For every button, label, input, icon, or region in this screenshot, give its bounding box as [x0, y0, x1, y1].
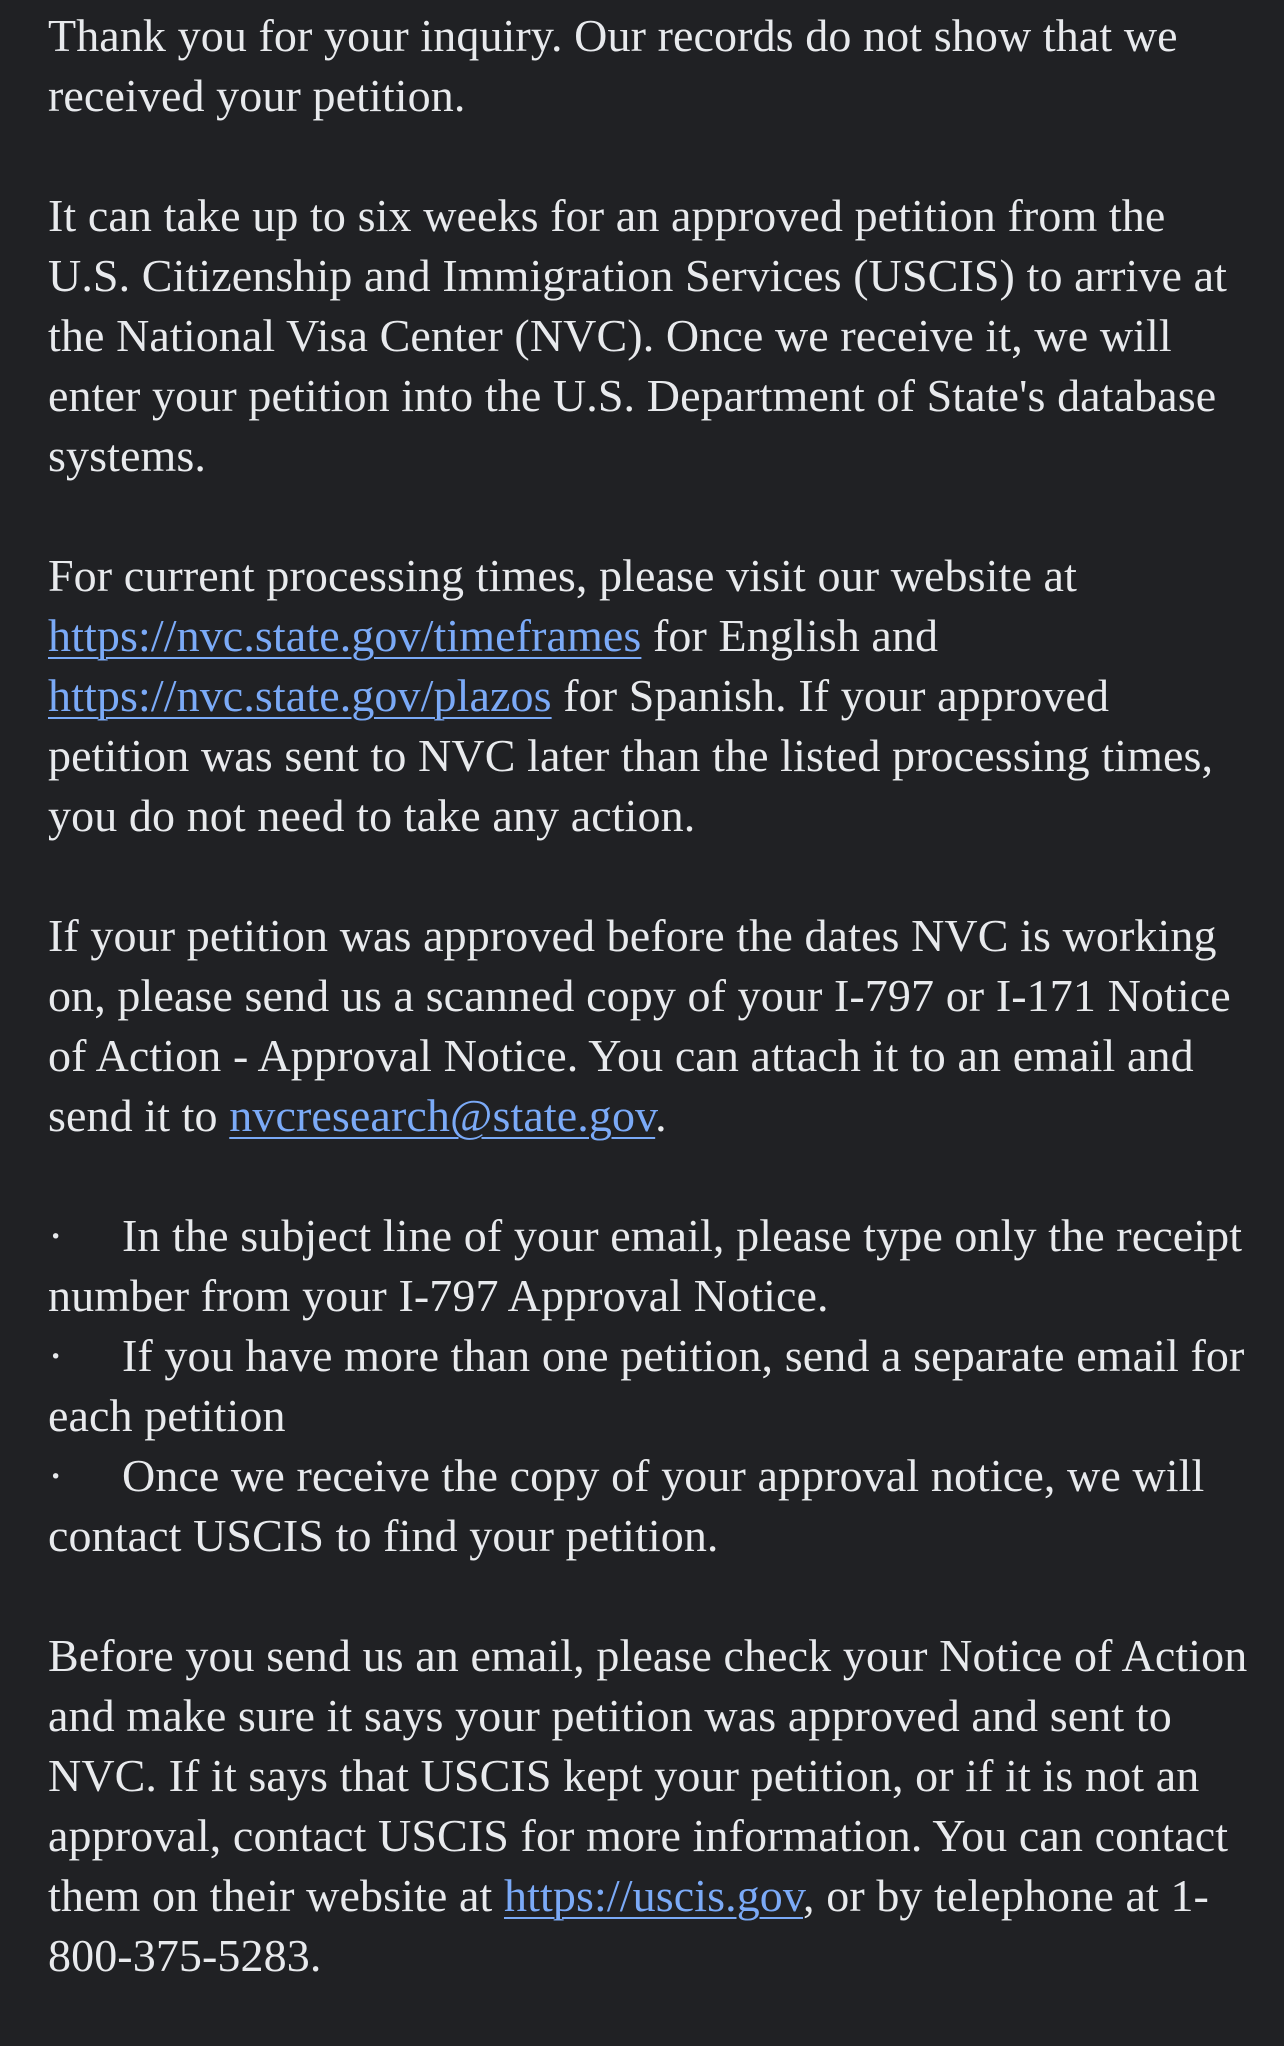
email-body [48, 6, 1258, 2046]
approval-text-2: . [655, 1090, 667, 1141]
uscis-text-2: , or by telephone at 1-800-375-5283. [48, 1870, 1209, 1981]
bullet-dot-icon: · [48, 1450, 64, 1501]
timeframes-link[interactable]: https://nvc.state.gov/timeframes [48, 610, 642, 661]
uscis-link[interactable]: https://uscis.gov [504, 1870, 804, 1921]
list-item [48, 1326, 1258, 1446]
approval-paragraph [48, 906, 1258, 1146]
processing-text: It can take up to six weeks for an approved petition from the U.S. Citizenship and Immigration Services (USCIS) to arrive at the National Visa Center (NVC). Once we receive it, we will enter your petition into the U.S. Department of State's database systems. [48, 190, 1227, 481]
bullet-text: If you have more than one petition, send a separate email for each petition [48, 1330, 1245, 1441]
processing-paragraph [48, 186, 1258, 486]
bullet-dot-icon: · [48, 1210, 64, 1261]
approval-text-1: If your petition was approved before the dates NVC is working on, please send us a scanned copy of your I-797 or I-171 Notice of Action - Approval Notice. You can attach it to an email and send it to [48, 910, 1231, 1141]
bullet-dot-icon: · [48, 1330, 64, 1381]
list-item [48, 1206, 1258, 1326]
bullet-list [48, 1206, 1258, 1566]
bullet-text: Once we receive the copy of your approval notice, we will contact USCIS to find your petition. [48, 1450, 1205, 1561]
timeframes-paragraph [48, 546, 1258, 846]
timeframes-text-3: for Spanish. If your approved petition was sent to NVC later than the listed processing times, you do not need to take any action. [48, 670, 1214, 841]
list-item [48, 1446, 1258, 1566]
intro-paragraph [48, 6, 1258, 126]
intro-text: Thank you for your inquiry. Our records do not show that we received your petition. [48, 10, 1178, 121]
timeframes-text-2: for English and [641, 610, 939, 661]
uscis-text-1: Before you send us an email, please check your Notice of Action and make sure it says your petition was approved and sent to NVC. If it says that USCIS kept your petition, or if it is not an approval, contact USCIS for more information. You can contact them on their website at [48, 1630, 1248, 1921]
plazos-link[interactable]: https://nvc.state.gov/plazos [48, 670, 552, 721]
bullet-text: In the subject line of your email, please type only the receipt number from your I-797 Approval Notice. [48, 1210, 1243, 1321]
timeframes-text-1: For current processing times, please visit our website at [48, 550, 1077, 601]
nvcresearch-email-link[interactable]: nvcresearch@state.gov [229, 1090, 656, 1141]
uscis-paragraph [48, 1626, 1258, 1986]
